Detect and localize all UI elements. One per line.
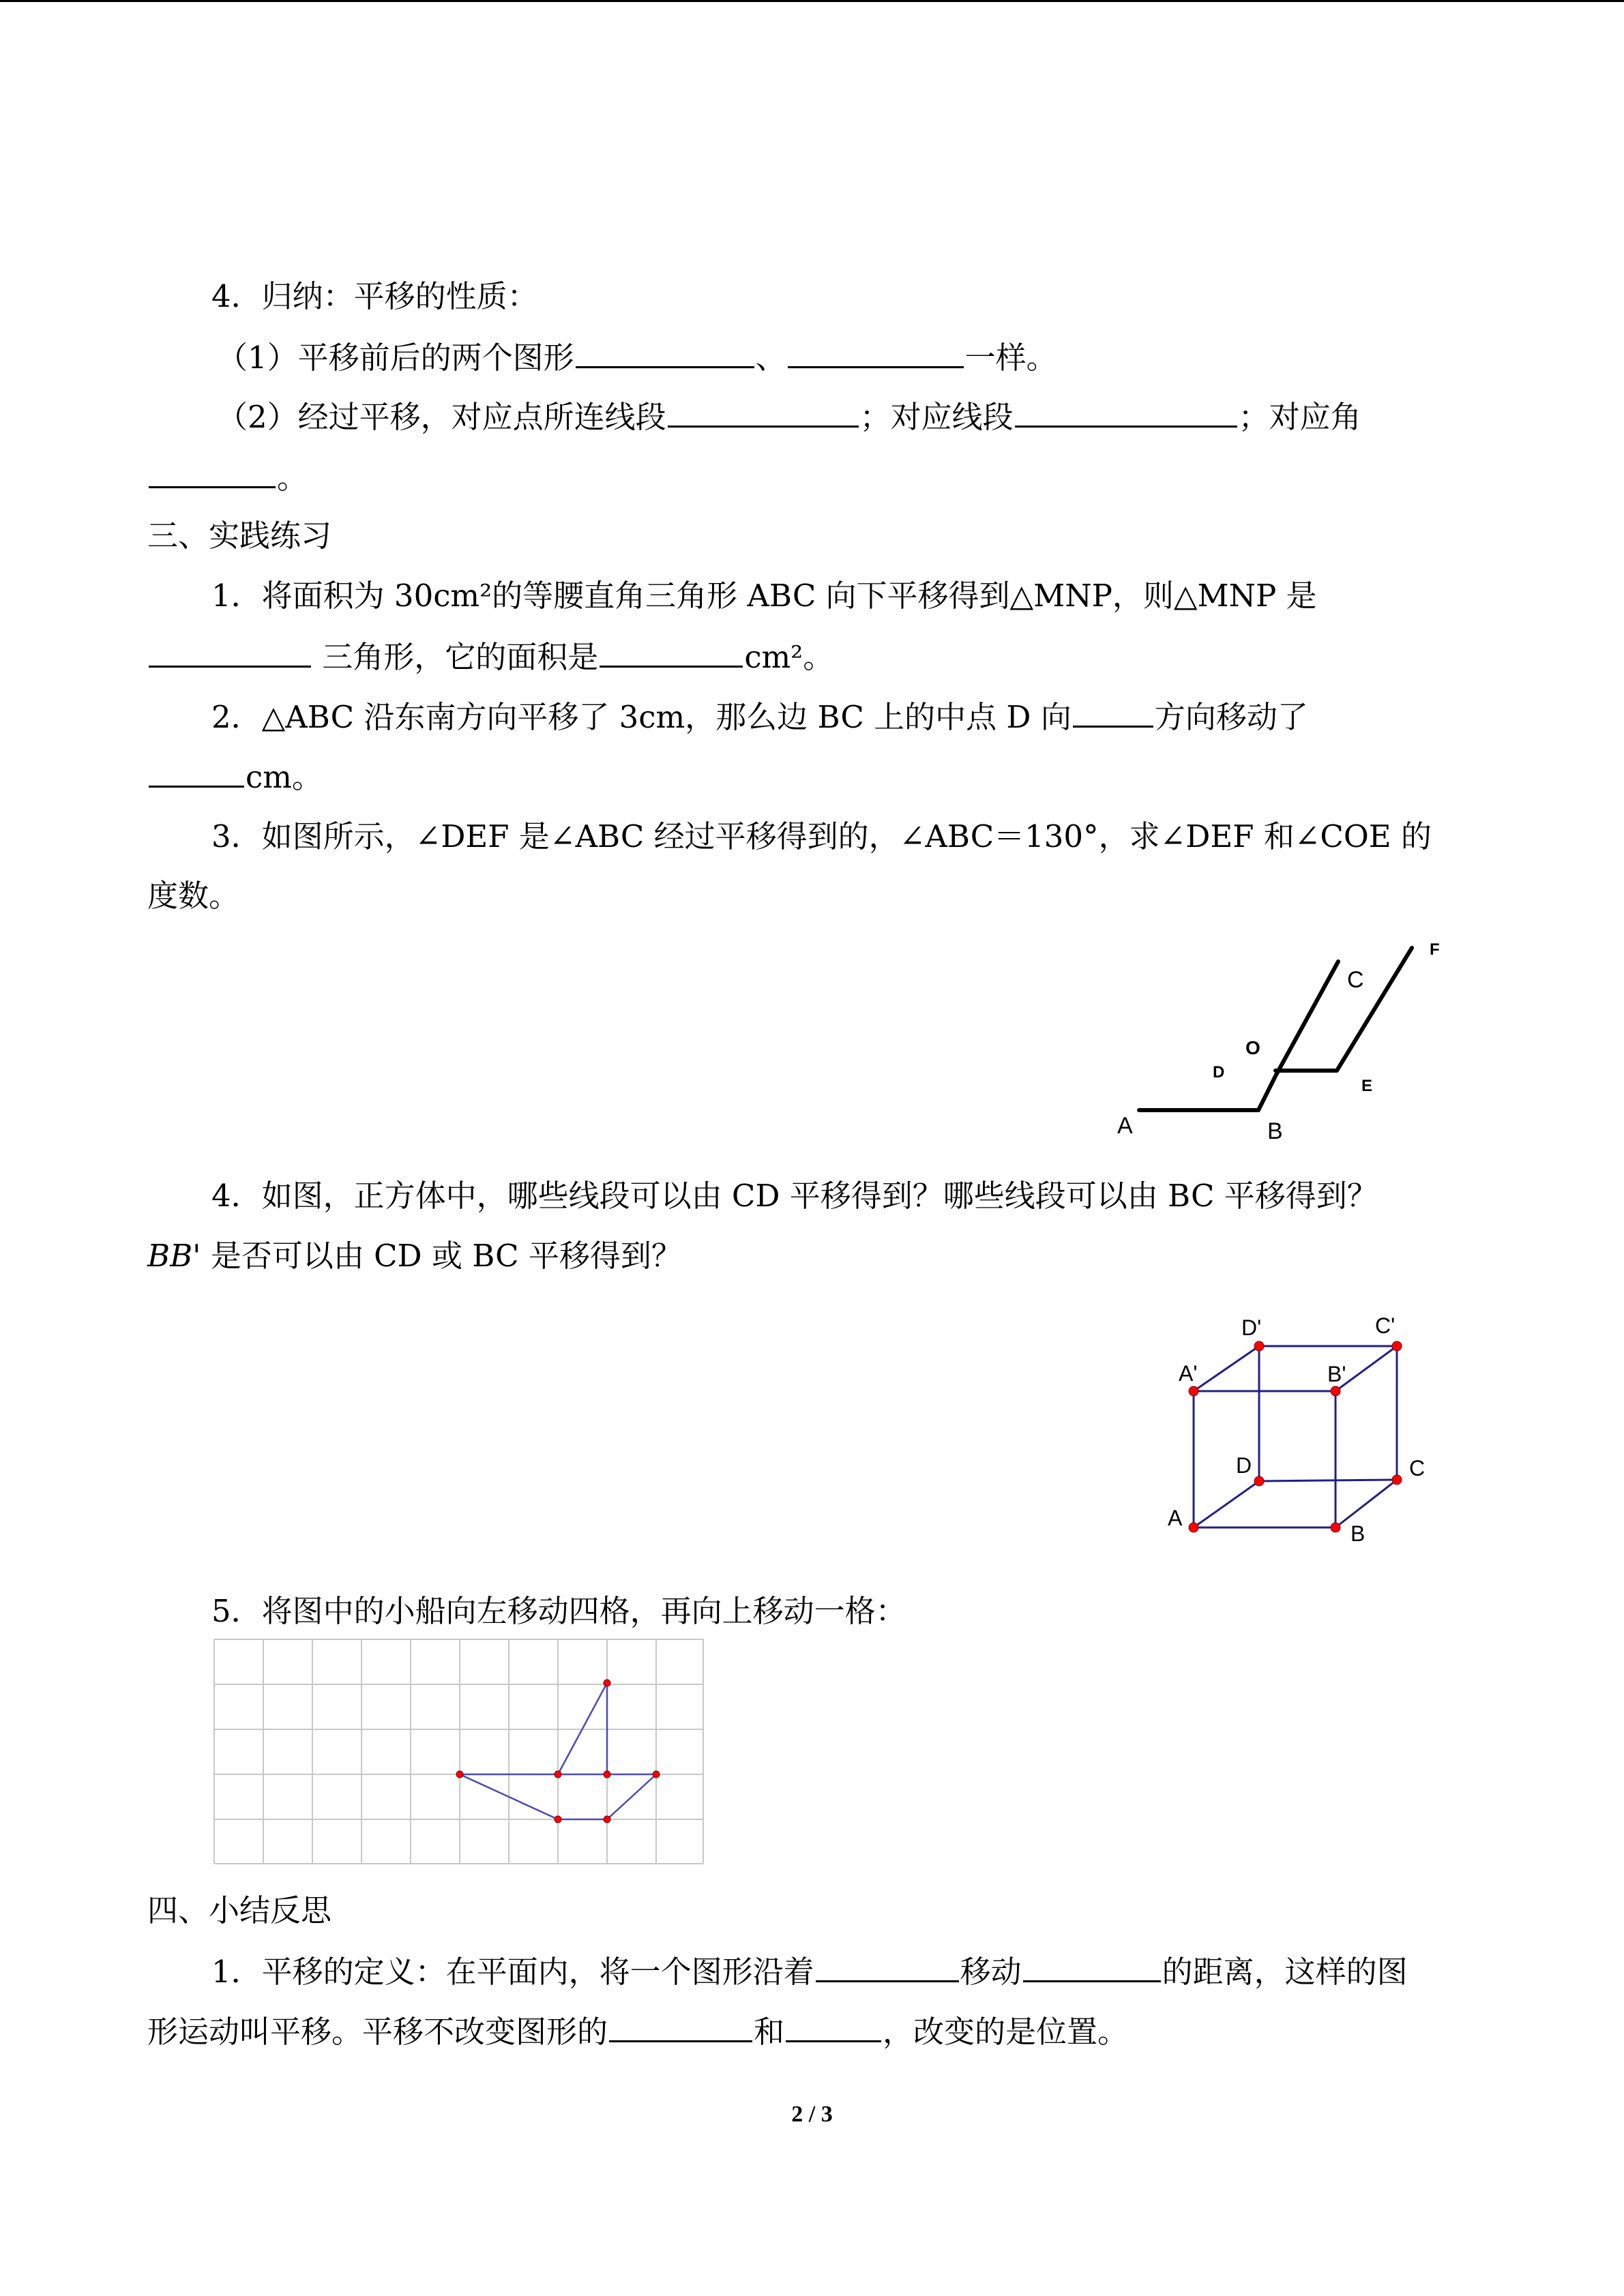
vertex-b [1331, 1523, 1340, 1532]
label-a-prime: A' [1179, 1361, 1198, 1386]
cube-figure [1153, 1302, 1446, 1548]
answer-blank[interactable] [788, 336, 964, 368]
practice-q2: 2．△ABC 沿东南方向平移了 3cm，那么边 BC 上的中点 D 向 方向移动了 [211, 696, 1308, 738]
boat-vertex [456, 1771, 463, 1778]
answer-blank[interactable] [149, 636, 311, 668]
label-a: A [1168, 1506, 1183, 1530]
vertex-c [1392, 1475, 1402, 1485]
page-number: 2 / 3 [791, 2102, 833, 2127]
practice-q3-continued: 度数。 [147, 878, 240, 914]
answer-blank[interactable] [1023, 1950, 1161, 1982]
induction-question: 4．归纳：平移的性质： [211, 278, 538, 314]
practice-q5: 5．将图中的小船向左移动四格，再向上移动一格： [211, 1593, 906, 1629]
grid-lines [214, 1639, 703, 1864]
angle-abc-lines [1139, 961, 1338, 1110]
practice-q4: 4．如图，正方体中，哪些线段可以由 CD 平移得到？哪些线段可以由 BC 平移得到？ [211, 1178, 1378, 1214]
summary-q1: 1．平移的定义：在平面内，将一个图形沿着 移动 的距离，这样的图 [211, 1950, 1408, 1993]
practice-q4-continued: BB' 是否可以由 CD 或 BC 平移得到？ [147, 1238, 682, 1274]
label-d: D [1236, 1453, 1252, 1478]
label-e: E [1361, 1077, 1373, 1095]
angle-translation-figure [1105, 927, 1460, 1152]
property-1: （1）平移前后的两个图形 、 一样。 [217, 336, 1057, 378]
answer-blank[interactable] [609, 2010, 752, 2042]
answer-blank[interactable] [1015, 396, 1237, 428]
answer-blank[interactable] [816, 1950, 959, 1982]
practice-q2-continued: cm。 [147, 756, 323, 798]
section-heading-summary: 四、小结反思 [147, 1892, 332, 1928]
boat-vertex [555, 1771, 561, 1778]
practice-q3: 3．如图所示，∠DEF 是∠ABC 经过平移得到的，∠ABC＝130°，求∠DEF 和∠COE 的 [211, 818, 1432, 854]
boat-vertex [604, 1680, 610, 1686]
label-d-prime: D' [1241, 1315, 1262, 1340]
label-c-prime: C' [1375, 1313, 1396, 1338]
label-b: B [1350, 1521, 1365, 1546]
label-d: D [1213, 1063, 1225, 1082]
answer-blank[interactable] [668, 396, 859, 428]
angle-def-lines [1275, 948, 1412, 1071]
summary-q1-continued: 形运动叫平移。平移不改变图形的 和 ，改变的是位置。 [147, 2010, 1128, 2053]
label-c: C [1409, 1456, 1426, 1480]
answer-blank[interactable] [1073, 696, 1153, 728]
boat-vertex [555, 1816, 561, 1823]
label-b: B [1267, 1118, 1283, 1144]
vertex-b-prime [1331, 1386, 1340, 1396]
section-heading-practice: 三、实践练习 [147, 518, 332, 554]
answer-blank[interactable] [600, 636, 743, 668]
boat-vertex [604, 1771, 610, 1778]
practice-q1: 1．将面积为 30cm²的等腰直角三角形 ABC 向下平移得到△MNP，则△MNP 是 [211, 578, 1317, 614]
boat-vertex [653, 1771, 660, 1778]
boat-grid-figure [211, 1637, 706, 1866]
boat-vertex [604, 1816, 610, 1823]
vertex-d [1254, 1476, 1264, 1486]
vertex-d-prime [1254, 1341, 1264, 1351]
answer-blank[interactable] [576, 336, 754, 368]
label-o: O [1245, 1037, 1260, 1058]
vertex-a-prime [1189, 1386, 1198, 1396]
vertex-c-prime [1392, 1341, 1402, 1351]
property-2: （2）经过平移，对应点所连线段 ；对应线段 ；对应角 [217, 396, 1361, 438]
answer-blank[interactable] [786, 2010, 881, 2042]
vertex-a [1189, 1523, 1198, 1532]
label-c: C [1347, 967, 1364, 993]
label-f: F [1430, 940, 1440, 959]
answer-blank[interactable] [149, 756, 244, 788]
label-b-prime: B' [1327, 1362, 1346, 1386]
label-a: A [1117, 1113, 1133, 1139]
practice-q1-continued: 三角形，它的面积是 cm²。 [147, 636, 833, 678]
property-2-continued: 。 [147, 456, 308, 498]
answer-blank[interactable] [149, 456, 276, 488]
